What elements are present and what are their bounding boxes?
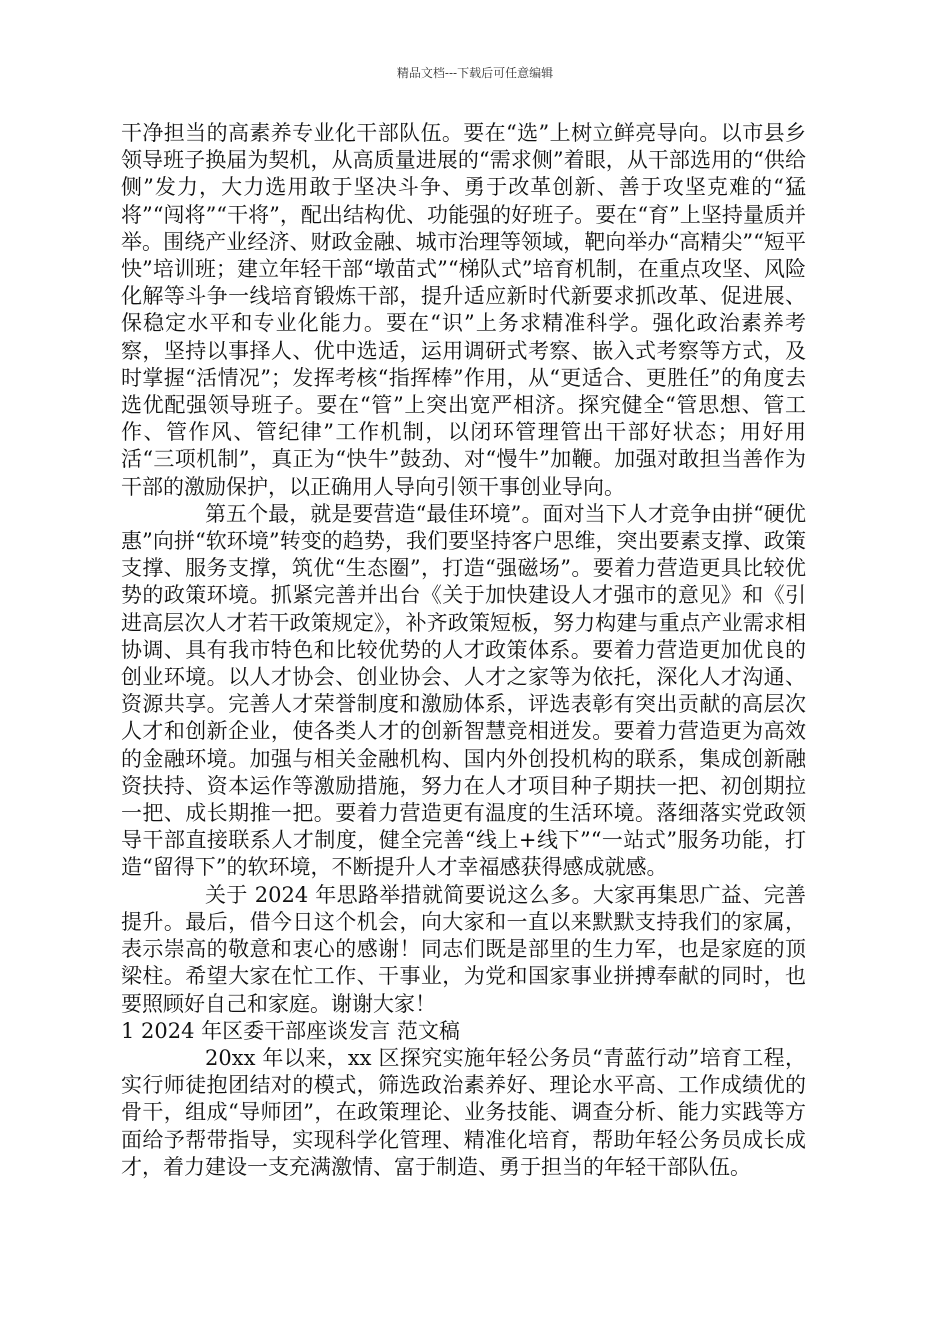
document-body <box>121 120 806 1181</box>
paragraph-cadre-team: 干净担当的高素养专业化干部队伍。要在“选”上树立鲜亮导向。以市县乡领导班子换届为契机，从高质量进展的“需求侧”着眼，从干部选用的“供给侧”发力，大力选用敢于坚决斗争、勇于改革创新、善于攻坚克难的“猛将”“闯将”“干将”，配出结构优、功能强的好班子。要在“育”上坚持量质并举。围绕产业经济、财政金融、城市治理等领域，靶向举办“高精尖”“短平快”培训班；建立年轻干部“墩苗式”“梯队式”培育机制，在重点攻坚、风险化解等斗争一线培育锻炼干部，提升适应新时代新要求抓改革、促进展、保稳定水平和专业化能力。要在“识”上务求精准科学。强化政治素养考察，坚持以事择人、优中选适，运用调研式考察、嵌入式考察等方式，及时掌握“活情况”；发挥考核“指挥棒”作用，从“更适合、更胜任”的角度去选优配强领导班子。要在“管”上突出宽严相济。探究健全“管思想、管工作、管作风、管纪律”工作机制，以闭环管理管出干部好状态；用好用活“三项机制”，真正为“快牛”鼓劲、对“慢牛”加鞭。加强对敢担当善作为干部的激励保护，以正确用人导向引领干事创业导向。 <box>121 121 806 499</box>
section-title: 1 2024 年区委干部座谈发言 范文稿 <box>121 1018 460 1043</box>
page-header: 精品文档---下载后可任意编辑 <box>396 66 554 80</box>
paragraph-qinglan-action: 20xx 年以来，xx 区探究实施年轻公务员“青蓝行动”培育工程，实行师徒抱团结对的模式，筛选政治素养好、理论水平高、工作成绩优的骨干，组成“导师团”，在政策理论、业务技能、调查分析、能力实践等方面给予帮带指导，实现科学化管理、精准化培育，帮助年轻公务员成长成才，着力建设一支充满激情、富于制造、勇于担当的年轻干部队伍。 <box>121 1045 806 1179</box>
paragraph-closing-remarks: 关于 2024 年思路举措就简要说这么多。大家再集思广益、完善提升。最后，借今日这个机会，向大家和一直以来默默支持我们的家属，表示崇高的敬意和衷心的感谢！同志们既是部里的生力军，也是家庭的顶梁柱。希望大家在忙工作、干事业，为党和国家事业拼搏奉献的同时，也要照顾好自己和家庭。谢谢大家！ <box>121 882 806 1016</box>
paragraph-best-environment: 第五个最，就是要营造“最佳环境”。面对当下人才竞争由拼“硬优惠”向拼“软环境”转变的趋势，我们要坚持客户思维，突出要素支撑、政策支撑、服务支撑，筑优“生态圈”，打造“强磁场”。要着力营造更具比较优势的政策环境。抓紧完善并出台《关于加快建设人才强市的意见》和《引进高层次人才若干政策规定》，补齐政策短板，努力构建与重点产业需求相协调、具有我市特色和比较优势的人才政策体系。要着力营造更加优良的创业环境。以人才协会、创业协会、人才之家等为依托，深化人才沟通、资源共享。完善人才荣誉制度和激励体系，评选表彰有突出贡献的高层次人才和创新企业，使各类人才的创新智慧竞相迸发。要着力营造更为高效的金融环境。加强与相关金融机构、国内外创投机构的联系，集成创新融资扶持、资本运作等激励措施，努力在人才项目种子期扶一把、初创期拉一把、成长期推一把。要着力营造更有温度的生活环境。落细落实党政领导干部直接联系人才制度，健全完善“线上+线下”“一站式”服务功能，打造“留得下”的软环境，不断提升人才幸福感获得感成就感。 <box>121 501 806 880</box>
